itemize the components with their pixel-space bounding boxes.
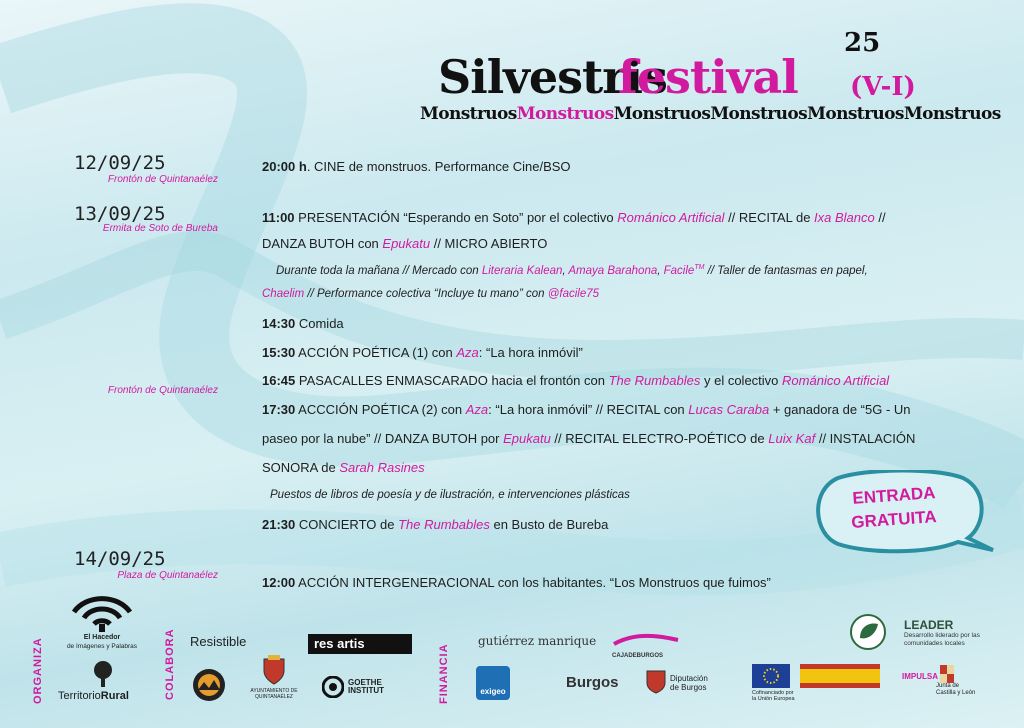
artist-name: Literaria Kalean [481,264,563,277]
wifi-logo-icon [70,594,134,632]
place-1: Frontón de Quintanaélez [107,174,218,185]
financia-label: FINANCIA [438,643,450,704]
goethe-word: GOETHE [348,678,382,687]
cajaburgos-text: CAJADEBURGOS [612,653,664,659]
event-text: Puestos de libros de poesía y de ilustración, e intervenciones plásticas [270,489,630,501]
event-line [262,431,915,446]
event-text: . CINE de monstruos. Performance Cine/BSO [306,159,571,174]
artist-name: Ixa Blanco [814,210,875,225]
artist-name: Aza [465,402,489,417]
artist-name: @facile75 [547,288,600,300]
eu-line: Cofinanciado por [752,690,794,696]
leader-sub-line: Desarrollo liderado por las [904,632,980,639]
event-text: : “La hora inmóvil” [478,345,583,360]
event-text: ACCIÓN POÉTICA (1) con [295,345,457,360]
spain-flag-icon [800,664,880,688]
event-text: , [657,264,664,277]
event-line [262,236,547,251]
artist-name: Epukatu [503,431,551,446]
artist-name: The Rumbables [608,373,701,388]
event-text: + ganadora de “5G - Un [769,402,911,417]
diputacion-word: Diputación [670,674,708,683]
event-time: 20:00 h [262,159,307,174]
place-2: Ermita de Soto de Bureba [102,223,218,234]
hacedor-name: El Hacedor [83,634,121,641]
title-edition: 25 [844,28,881,58]
event-line [262,210,886,225]
event-line [270,489,630,501]
bubble-line-1: ENTRADA [851,483,937,508]
artist-name: The Rumbables [398,517,490,532]
date-3: 14/09/25 [74,548,166,570]
cajaburgos-wave-icon [612,632,682,648]
event-time: 21:30 [262,517,296,532]
junta-line: Junta de [936,683,960,689]
event-text: PASACALLES ENMASCARADO hacia el frontón con [295,373,609,388]
monstruos-word: Monstruos [613,104,711,124]
event-line [262,460,425,475]
festival-title [420,28,1001,134]
event-text: SONORA de [262,460,340,475]
event-text: PRESENTACIÓN “Esperando en Soto” por el colectivo [294,210,618,225]
eu-text [752,690,795,702]
event-text: // MICRO ABIERTO [430,236,548,251]
junta-shield-icon [940,665,954,683]
event-text: Durante toda la mañana // Mercado con [276,264,482,277]
event-line [262,575,771,590]
cajaburgos-logo [612,632,682,659]
event-time: 11:00 [262,210,295,225]
monstruos-word: Monstruos [710,104,808,124]
date-2: 13/09/25 [74,203,166,225]
event-text: // Performance colectiva “Incluye tu mano” con [304,288,548,300]
burgos-word: de Burgos [670,683,707,692]
title-silvestris: Silvestris [438,50,667,104]
monstruos-word: Monstruos [516,104,614,124]
coat-of-arms-icon [262,655,286,685]
monstruos-word: Monstruos [420,104,517,124]
event-text: ACCIÓN INTERGENERACIONAL con los habitantes. “Los Monstruos que fuimos” [295,575,771,590]
eu-line: la Unión Europea [752,696,795,702]
artist-name: Epukatu [382,236,431,251]
event-line [262,316,344,331]
monstruos-line [420,104,1001,124]
event-time: 15:30 [262,345,296,360]
artist-name: Aza [456,345,479,360]
goethe-logo-icon [322,676,344,698]
event-time: 14:30 [262,316,296,331]
rural-word: Rural [100,690,129,702]
eu-stars-icon [752,664,790,688]
monstruos-word: Monstruos [903,104,1001,124]
place-3: Plaza de Quintanaélez [117,570,218,581]
leader-title: LEADER [904,618,954,632]
leader-leaf-icon [850,614,886,650]
title-festival: festival [618,50,798,104]
artist-name: Románico Artificial [782,373,890,388]
event-text: // [874,210,886,225]
event-line [262,159,571,174]
gutierrez-manrique-logo: gutiérrez manrique [478,634,597,648]
artist-name: Facile [663,264,695,277]
impulsa-logo: IMPULSA [902,672,938,681]
artist-name: Románico Artificial [617,210,725,225]
free-entry-bubble [808,470,978,560]
junta-text [936,683,975,697]
event-line [262,517,608,532]
tree-icon [88,660,118,688]
artist-name: Sarah Rasines [339,460,425,475]
event-line [276,264,868,277]
artist-name: Luix Kaf [768,431,816,446]
place-extra: Frontón de Quintanaélez [107,385,218,396]
artist-name: Amaya Barahona [568,264,658,277]
diputacion-shield-icon [646,670,666,694]
goethe-text [348,679,384,695]
ayuntamiento-label: AYUNTAMIENTO DE QUINTANAÉLEZ [250,688,298,700]
organiza-label: ORGANIZA [32,637,44,704]
exigeo-logo: exigeo [476,666,510,700]
event-text: paseo por la nube” // DANZA BUTOH por [262,431,504,446]
monstruos-word: Monstruos [807,104,904,124]
date-1: 12/09/25 [74,152,166,174]
event-line [262,345,583,360]
burgos-logo: Burgos [566,674,619,691]
territorio-word: Territorio [58,690,101,702]
diputacion-text [670,674,708,692]
event-text: en Busto de Bureba [489,517,609,532]
event-line [262,373,889,388]
leader-sub-line: comunidades locales [904,640,965,647]
event-text: ACCCIÓN POÉTICA (2) con [295,402,466,417]
event-text: y el colectivo [700,373,783,388]
bubble-line-2: GRATUITA [850,507,938,532]
trademark: TM [694,264,705,271]
hacedor-subtitle: de Imágenes y Palabras [66,643,138,650]
eu-flag-icon [752,664,790,688]
resartis-logo: res artis [308,634,412,654]
round-badge-icon [192,668,226,702]
leader-subtitle [904,632,980,648]
resistible-logo: Resistible [190,634,247,649]
event-text: DANZA BUTOH con [262,236,383,251]
colabora-label: COLABORA [164,628,176,700]
territorio-rural-logo [58,690,129,702]
event-line [262,402,911,417]
event-text: // Taller de fantasmas en papel, [704,264,868,277]
artist-name: Chaelim [262,288,305,300]
event-time: 12:00 [262,575,296,590]
event-time: 17:30 [262,402,296,417]
event-text: Comida [295,316,344,331]
artist-name: Lucas Caraba [688,402,770,417]
junta-line: Castilla y León [936,690,976,696]
event-text: // INSTALACIÓN [815,431,916,446]
event-line [262,288,599,300]
institut-word: INSTITUT [348,686,384,695]
event-text: CONCIERTO de [295,517,399,532]
event-text: , [562,264,569,277]
event-text: // RECITAL ELECTRO-POÉTICO de [550,431,769,446]
event-time: 16:45 [262,373,296,388]
event-text: : “La hora inmóvil” // RECITAL con [488,402,689,417]
title-suffix: (V-I) [850,72,916,102]
event-text: // RECITAL de [724,210,815,225]
